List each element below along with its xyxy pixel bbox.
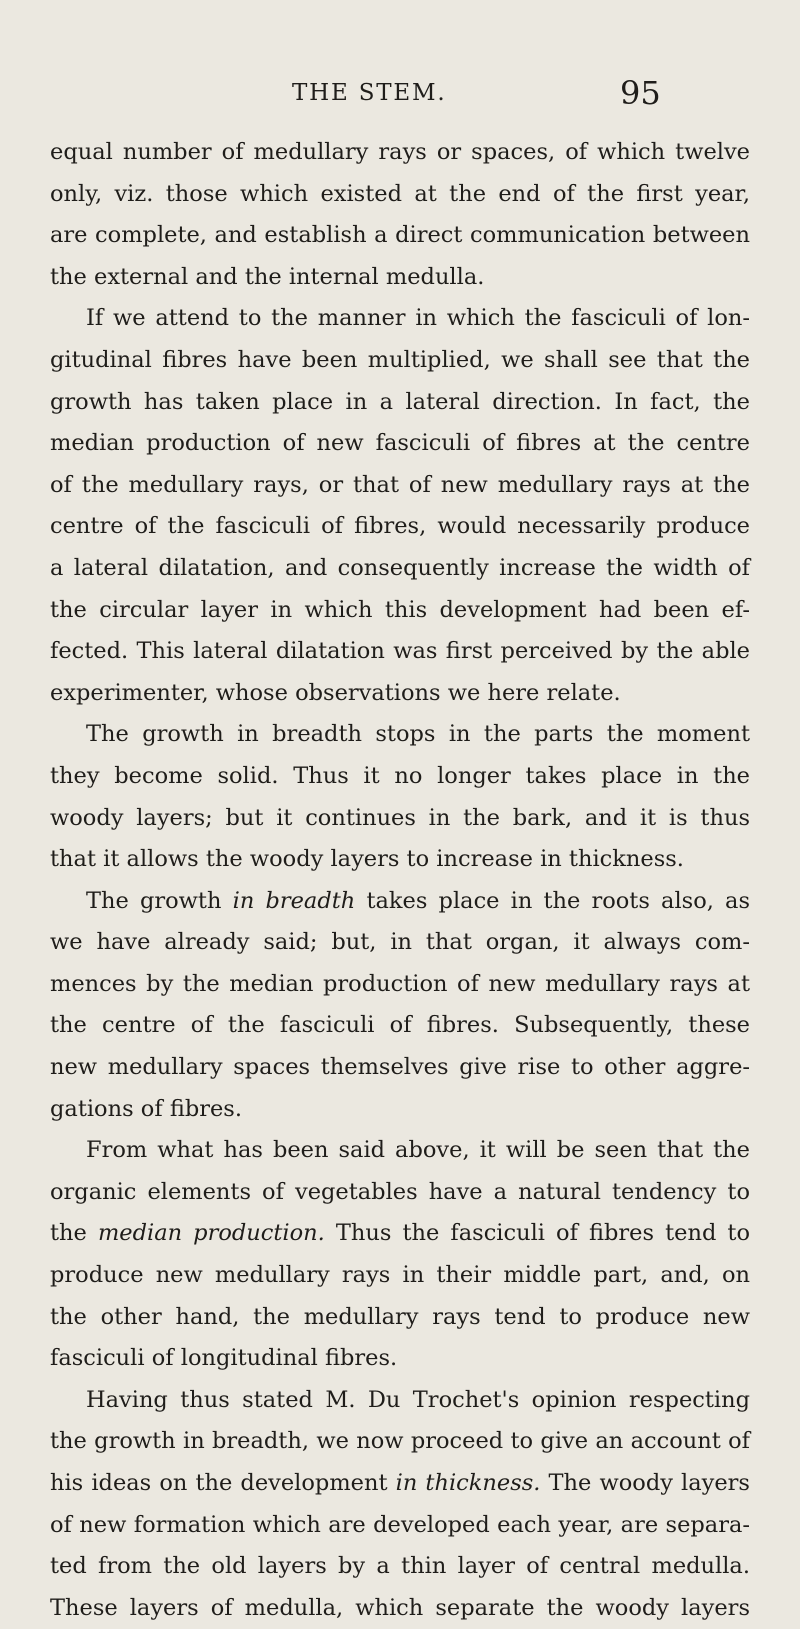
paragraph-start-line: Having thus stated M. Du Trochet's opinion respecting <box>86 1386 750 1413</box>
text-line: median production of new fasciculi of fibres at the centre <box>50 430 750 457</box>
text-fragment: The growth <box>86 887 222 914</box>
text-line: a lateral dilatation, and consequently increase the width of <box>50 554 750 581</box>
text-line <box>50 1463 750 1505</box>
text-line: we have already said; but, in that organ, it always com- <box>50 929 750 956</box>
text-line: These layers of medulla, which separate the woody layers <box>50 1594 750 1621</box>
text-line: the centre of the fasciculi of fibres. Subsequently, these <box>50 1012 750 1039</box>
text-line: only, viz. those which existed at the end of the first year, <box>50 180 750 207</box>
text-line: of new formation which are developed each year, are separa- <box>50 1511 750 1538</box>
paragraph-start-line <box>50 881 750 923</box>
text-fragment: his ideas on the development <box>50 1470 388 1496</box>
text-line: equal number of medullary rays or spaces, of which twelve <box>50 139 750 165</box>
paragraph-start-line: From what has been said above, it will be seen that the <box>86 1137 750 1164</box>
page-number: 95 <box>620 74 661 112</box>
text-line: the circular layer in which this development had been ef- <box>50 596 750 623</box>
text-line: growth has taken place in a lateral direction. In fact, the <box>50 388 750 415</box>
text-line <box>50 1213 750 1255</box>
italic-text-fragment: in breadth <box>232 887 356 914</box>
text-line: ted from the old layers by a thin layer of central medulla. <box>50 1553 750 1580</box>
text-line: new medullary spaces themselves give rise to other aggre- <box>50 1054 750 1081</box>
text-line: produce new medullary rays in their middle part, and, on <box>50 1262 750 1289</box>
text-fragment: takes place in the roots also, as <box>366 887 751 914</box>
italic-text-fragment: in thickness. <box>395 1470 541 1496</box>
text-line: of the medullary rays, or that of new medullary rays at the <box>50 471 750 498</box>
text-line: the growth in breadth, we now proceed to give an account of <box>50 1428 750 1455</box>
text-line: centre of the fasciculi of fibres, would necessarily produce <box>50 513 750 540</box>
text-fragment: Thus the fasciculi of fibres tend to <box>335 1220 751 1247</box>
text-line: experimenter, whose observations we here relate. <box>50 679 621 706</box>
text-line: that it allows the woody layers to increase in thickness. <box>50 846 684 873</box>
text-fragment: The woody layers <box>548 1470 750 1496</box>
text-line: are complete, and establish a direct communication between <box>50 222 750 249</box>
text-line: the external and the internal medulla. <box>50 263 485 290</box>
paragraph-start-line: If we attend to the manner in which the fasciculi of lon- <box>86 305 750 332</box>
text-line: gations of fibres. <box>50 1095 242 1122</box>
text-line: woody layers; but it continues in the bark, and it is thus <box>50 804 750 831</box>
text-line: fected. This lateral dilatation was first perceived by the able <box>50 638 750 665</box>
text-line: mences by the median production of new medullary rays at <box>50 970 750 997</box>
running-title: THE STEM. <box>292 80 447 106</box>
text-fragment: the <box>50 1220 87 1247</box>
text-line: the other hand, the medullary rays tend to produce new <box>50 1303 750 1330</box>
text-line: gitudinal fibres have been multiplied, we shall see that the <box>50 346 750 373</box>
text-line: they become solid. Thus it no longer takes place in the <box>50 762 750 789</box>
text-line: fasciculi of longitudinal fibres. <box>50 1345 398 1372</box>
text-line: organic elements of vegetables have a natural tendency to <box>50 1178 750 1205</box>
paragraph-start-line: The growth in breadth stops in the parts the moment <box>86 721 750 748</box>
body-text <box>50 132 750 1629</box>
italic-text-fragment: median production. <box>97 1220 325 1247</box>
page-header <box>0 74 800 120</box>
